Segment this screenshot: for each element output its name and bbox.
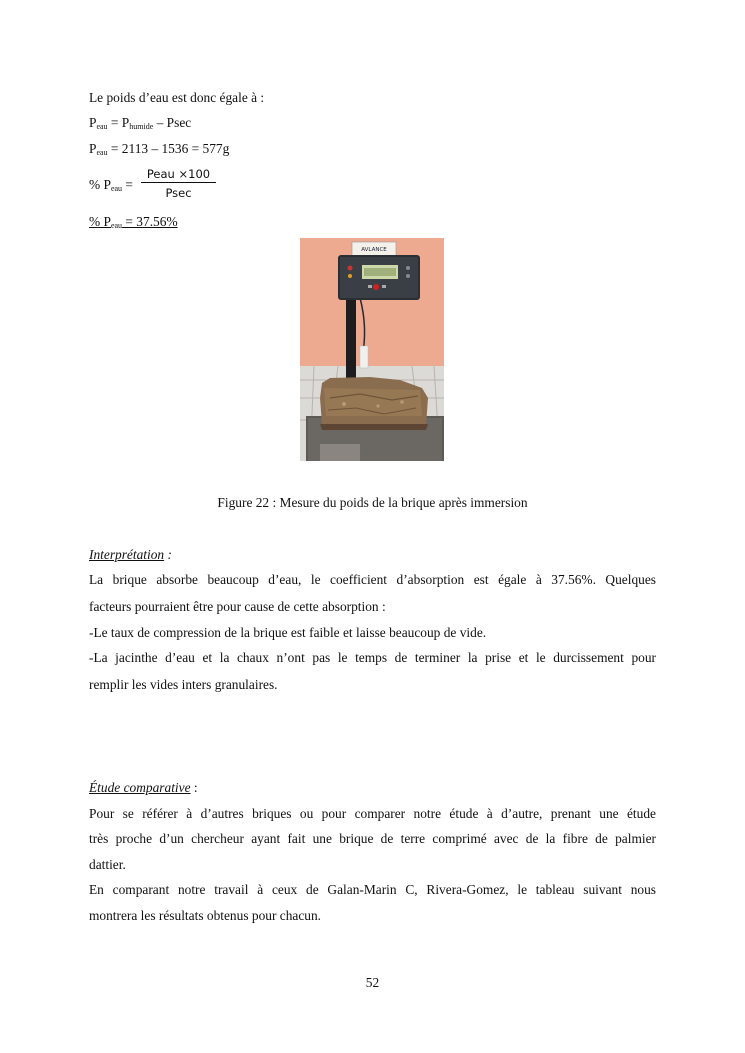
interpretation-heading: Interprétation : [89, 547, 172, 562]
interpretation-line-5: remplir les vides inters granulaires. [89, 677, 278, 692]
interpretation-line-3: -Le taux de compression de la brique est faible et laisse beaucoup de vide. [89, 625, 487, 640]
interpretation-line-4: -La jacinthe d’eau et la chaux n’ont pas le temps de terminer la prise et le durcissement pour [89, 650, 656, 665]
fraction [141, 166, 216, 201]
figure-photo-scale-with-brick [300, 238, 444, 461]
fraction-denominator: Psec [165, 186, 192, 200]
interpretation-line-2: facteurs pourraient être pour cause de cette absorption : [89, 599, 386, 614]
comparative-line-5: montrera les résultats obtenus pour chacun. [89, 908, 322, 923]
equation-percent-result: % $P_{eau} = 37.56\%$ [89, 214, 178, 230]
comparative-heading: Étude comparative : [89, 780, 198, 795]
scale-brand-label: AVLANCE [361, 247, 387, 253]
comparative-line-2: très proche d’un chercheur ayant fait une brique de terre comprimé avec de la fibre de palmier [89, 831, 656, 846]
fraction-numerator: Peau ×100 [141, 166, 216, 183]
equation-peau-definition: $P_{eau} = P_{humide} - Psec$ [89, 115, 192, 131]
intro-line: Le poids d’eau est donc égale à : [89, 90, 265, 105]
equation-peau-value: $P_{eau} = 2113 - 1536 = 577g$ [89, 141, 230, 157]
page-number: 52 [365, 975, 380, 990]
comparative-line-1: Pour se référer à d’autres briques ou pour comparer notre étude à d’autre, prenant une étude [89, 806, 656, 821]
figure-caption: Figure 22 : Mesure du poids de la brique après immersion [217, 495, 528, 510]
interpretation-line-1: La brique absorbe beaucoup d’eau, le coefficient d’absorption est égale à 37.56%. Quelques [89, 572, 656, 587]
comparative-line-3: dattier. [89, 857, 126, 872]
comparative-line-4: En comparant notre travail à ceux de Galan-Marin C, Rivera-Gomez, le tableau suivant nous [89, 882, 656, 897]
equation-percent-formula-label: % $P_{eau}$ = [89, 177, 133, 193]
